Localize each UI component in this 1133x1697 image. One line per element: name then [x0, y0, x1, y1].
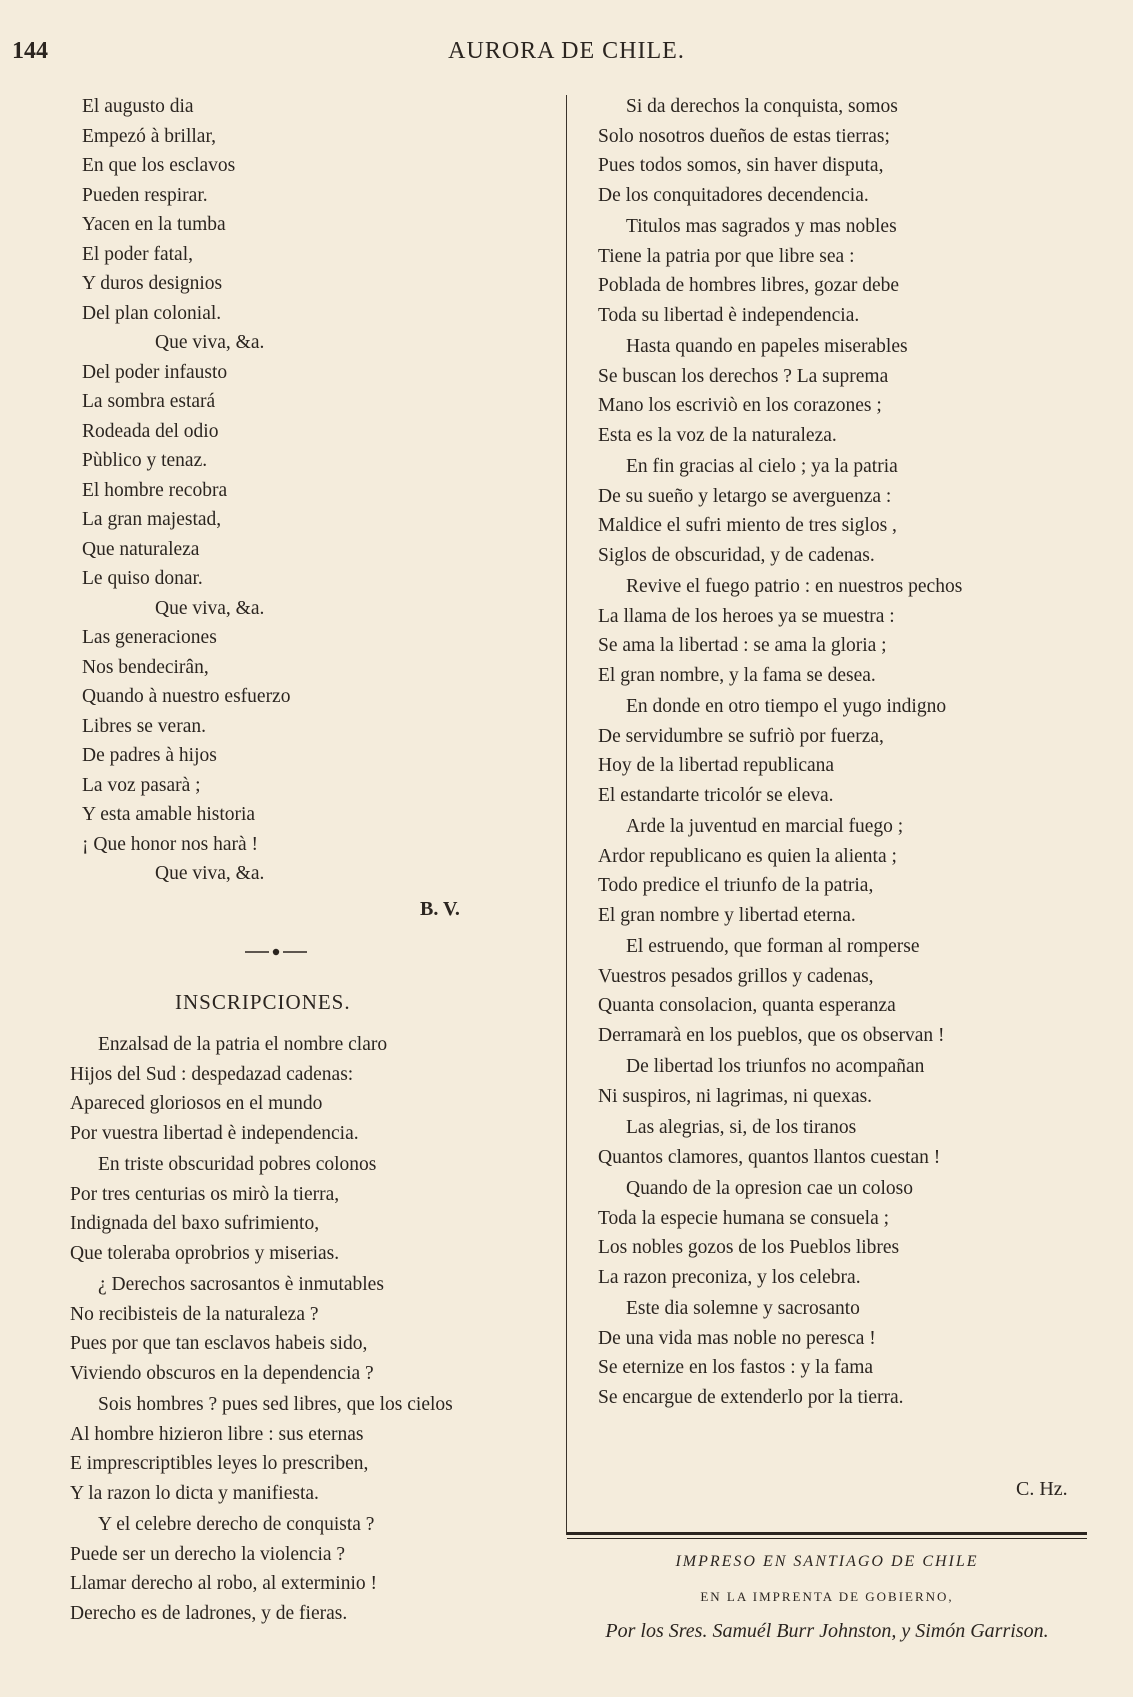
inscription-line: Indignada del baxo sufrimiento, [70, 1213, 320, 1234]
inscription-line: Hijos del Sud : despedazad cadenas: [70, 1063, 354, 1085]
song-line: Le quiso donar. [82, 568, 203, 589]
inscription-line: Solo nosotros dueños de estas tierras; [598, 125, 890, 147]
song-line: Que naturaleza [82, 538, 200, 560]
song-line: El poder fatal, [82, 243, 193, 265]
inscription-line: Tiene la patria por que libre sea : [598, 245, 855, 267]
inscription-line: Poblada de hombres libres, gozar debe [598, 275, 900, 296]
inscription-line: Apareced gloriosos en el mundo [70, 1093, 323, 1114]
inscription-line: Puede ser un derecho la violencia ? [70, 1543, 346, 1565]
inscription-line: Se eternize en los fastos : y la fama [598, 1357, 874, 1378]
song-line: En que los esclavos [82, 155, 236, 176]
inscription-line: En donde en otro tiempo el yugo indigno [626, 696, 947, 717]
inscription-line: E imprescriptibles leyes lo prescriben, [70, 1453, 369, 1474]
inscription-line: Esta es la voz de la naturaleza. [598, 424, 837, 446]
song-line: Que viva, &a. [155, 863, 265, 884]
inscription-line: De una vida mas noble no peresca ! [598, 1327, 876, 1349]
inscription-line: El estandarte tricolór se eleva. [598, 784, 834, 806]
song-line: Y duros designios [82, 273, 223, 294]
ornament-divider [245, 947, 307, 957]
inscription-line: Por tres centurias os mirò la tierra, [70, 1183, 340, 1205]
inscription-line: El estruendo, que forman al romperse [626, 936, 920, 957]
song-line: Las generaciones [82, 627, 217, 648]
inscription-line: Vuestros pesados grillos y cadenas, [598, 965, 874, 987]
page-number: 144 [12, 38, 48, 64]
imprint-line-3: Por los Sres. Samuél Burr Johnston, y Simón Garrison. [605, 1620, 1049, 1642]
song-signature: B. V. [420, 898, 460, 920]
inscription-line: De los conquitadores decendencia. [598, 184, 869, 206]
song-line: Rodeada del odio [82, 420, 219, 442]
column-divider [566, 95, 567, 1535]
song-line: La sombra estará [82, 391, 216, 412]
inscription-line: Los nobles gozos de los Pueblos libres [598, 1237, 900, 1258]
inscription-line: Quando de la opresion cae un coloso [626, 1178, 913, 1199]
inscription-line: Toda su libertad è independencia. [598, 304, 860, 326]
inscription-line: El gran nombre, y la fama se desea. [598, 664, 876, 686]
inscription-line: Enzalsad de la patria el nombre claro [98, 1034, 388, 1055]
song-line: Que viva, &a. [155, 597, 265, 619]
inscription-line: Quanta consolacion, quanta esperanza [598, 995, 896, 1016]
song-line: La voz pasarà ; [82, 774, 201, 796]
inscription-line: Toda la especie humana se consuela ; [598, 1207, 890, 1229]
song-line: Nos bendecirân, [82, 656, 209, 678]
inscription-line: Pues por que tan esclavos habeis sido, [70, 1333, 368, 1354]
inscriptions-right-column [598, 92, 962, 1412]
inscriptions-title: INSCRIPCIONES. [175, 990, 351, 1014]
song-line: El hombre recobra [82, 479, 228, 501]
inscription-line: Se buscan los derechos ? La suprema [598, 365, 889, 387]
inscription-line: De servidumbre se sufriò por fuerza, [598, 725, 884, 747]
inscription-line: Si da derechos la conquista, somos [626, 96, 898, 117]
inscription-line: Por vuestra libertad è independencia. [70, 1122, 359, 1144]
inscription-line: Derecho es de ladrones, y de fieras. [70, 1602, 348, 1624]
song-line: Que viva, &a. [155, 332, 265, 353]
inscription-line: Este dia solemne y sacrosanto [626, 1298, 860, 1319]
inscription-line: Viviendo obscuros en la dependencia ? [70, 1362, 374, 1384]
imprint-rule-thick [567, 1532, 1087, 1535]
song-line: Pùblico y tenaz. [82, 450, 208, 471]
inscription-line: ¿ Derechos sacrosantos è inmutables [98, 1274, 384, 1295]
inscription-line: Y el celebre derecho de conquista ? [98, 1514, 375, 1535]
inscription-line: De libertad los triunfos no acompañan [626, 1056, 925, 1077]
song-line: De padres à hijos [82, 745, 217, 766]
song-line: Quando à nuestro esfuerzo [82, 686, 291, 707]
inscription-line: Arde la juventud en marcial fuego ; [626, 816, 904, 837]
imprint-line-2: EN LA IMPRENTA DE GOBIERNO, [700, 1589, 954, 1604]
song-line: El augusto dia [82, 96, 194, 117]
inscription-line: Hasta quando en papeles miserables [626, 336, 908, 357]
inscription-line: Hoy de la libertad republicana [598, 755, 835, 776]
inscription-line: Al hombre hizieron libre : sus eternas [70, 1423, 364, 1445]
inscription-line: Ni suspiros, ni lagrimas, ni quexas. [598, 1085, 873, 1107]
inscription-line: Maldice el sufri miento de tres siglos , [598, 515, 897, 536]
song-line: Pueden respirar. [82, 184, 208, 206]
inscription-line: En fin gracias al cielo ; ya la patria [626, 456, 898, 477]
inscription-line: Revive el fuego patrio : en nuestros pechos [626, 576, 963, 597]
inscription-line: Llamar derecho al robo, al exterminio ! [70, 1573, 377, 1594]
inscription-line: Se ama la libertad : se ama la gloria ; [598, 635, 887, 656]
inscription-line: Derramarà en los pueblos, que os observan ! [598, 1024, 945, 1046]
imprint-line-1: IMPRESO EN SANTIAGO DE CHILE [675, 1553, 979, 1570]
inscription-line: La llama de los heroes ya se muestra : [598, 605, 895, 627]
song-line: Libres se veran. [82, 715, 206, 737]
inscription-line: No recibisteis de la naturaleza ? [70, 1303, 319, 1325]
inscriptions-signature: C. Hz. [1016, 1478, 1068, 1500]
song-line: Yacen en la tumba [82, 214, 226, 235]
song-line: Del poder infausto [82, 361, 228, 383]
inscription-line: Se encargue de extenderlo por la tierra. [598, 1386, 904, 1408]
song-line: Del plan colonial. [82, 302, 222, 324]
song-line: ¡ Que honor nos harà ! [82, 833, 258, 855]
inscription-line: En triste obscuridad pobres colonos [98, 1154, 377, 1175]
inscription-line: Todo predice el triunfo de la patria, [598, 875, 874, 896]
inscription-line: Quantos clamores, quantos llantos cuestan ! [598, 1146, 941, 1168]
inscription-line: Pues todos somos, sin haver disputa, [598, 155, 884, 176]
song-column [82, 92, 290, 889]
song-line: Y esta amable historia [82, 804, 256, 825]
imprint-rule-thin [567, 1538, 1087, 1539]
inscription-line: Que toleraba oprobrios y miserias. [70, 1242, 340, 1264]
inscription-line: Sois hombres ? pues sed libres, que los cielos [98, 1394, 453, 1415]
song-line: La gran majestad, [82, 509, 222, 530]
inscription-line: Las alegrias, si, de los tiranos [626, 1117, 857, 1138]
inscriptions-left-column [70, 1030, 453, 1628]
inscription-line: La razon preconiza, y los celebra. [598, 1266, 861, 1288]
inscription-line: Ardor republicano es quien la alienta ; [598, 845, 897, 867]
inscription-line: Y la razon lo dicta y manifiesta. [70, 1482, 319, 1504]
inscription-line: Siglos de obscuridad, y de cadenas. [598, 544, 875, 566]
running-title: AURORA DE CHILE. [448, 38, 685, 64]
inscription-line: Titulos mas sagrados y mas nobles [626, 216, 897, 237]
inscription-line: De su sueño y letargo se averguenza : [598, 485, 892, 507]
inscription-line: El gran nombre y libertad eterna. [598, 904, 856, 926]
song-line: Empezó à brillar, [82, 125, 217, 147]
inscription-line: Mano los escriviò en los corazones ; [598, 395, 882, 416]
